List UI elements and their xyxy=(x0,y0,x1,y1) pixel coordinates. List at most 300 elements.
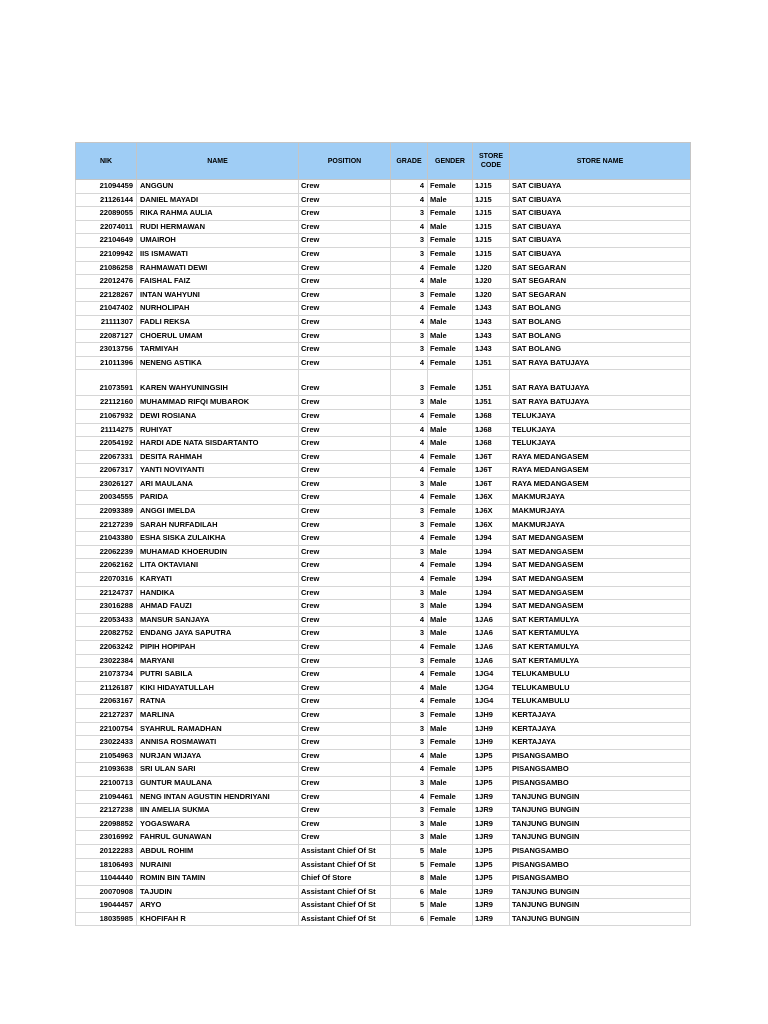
cell-position: Crew xyxy=(299,763,391,777)
cell-store-code: 1JH9 xyxy=(473,736,510,750)
table-row xyxy=(76,749,691,763)
cell-nik: 22087127 xyxy=(76,329,137,343)
cell-nik: 21094459 xyxy=(76,180,137,194)
cell-grade: 4 xyxy=(391,573,428,587)
cell-nik: 22054192 xyxy=(76,437,137,451)
cell-nik: 22053433 xyxy=(76,613,137,627)
cell-store-name: SAT CIBUAYA xyxy=(510,193,691,207)
cell-grade: 3 xyxy=(391,234,428,248)
cell-position: Crew xyxy=(299,545,391,559)
cell-nik: 21114275 xyxy=(76,423,137,437)
cell-grade: 4 xyxy=(391,315,428,329)
cell-name: ANNISA ROSMAWATI xyxy=(137,736,299,750)
employee-table xyxy=(75,142,691,926)
cell-store-name: TELUKAMBULU xyxy=(510,668,691,682)
cell-name: FADLI REKSA xyxy=(137,315,299,329)
cell-name: MUHAMMAD RIFQI MUBAROK xyxy=(137,396,299,410)
cell-store-code: 1J43 xyxy=(473,302,510,316)
cell-grade: 4 xyxy=(391,681,428,695)
cell-store-code: 1J94 xyxy=(473,586,510,600)
table-row xyxy=(76,423,691,437)
cell-nik: 23016288 xyxy=(76,600,137,614)
cell-position: Crew xyxy=(299,302,391,316)
cell-name: YOGASWARA xyxy=(137,817,299,831)
cell-gender: Female xyxy=(428,804,473,818)
cell-position: Crew xyxy=(299,749,391,763)
cell-gender: Male xyxy=(428,396,473,410)
cell-name: IIS ISMAWATI xyxy=(137,247,299,261)
cell-position: Crew xyxy=(299,518,391,532)
cell-position: Crew xyxy=(299,437,391,451)
table-row xyxy=(76,545,691,559)
cell-gender: Female xyxy=(428,464,473,478)
cell-name: CHOERUL UMAM xyxy=(137,329,299,343)
table-row xyxy=(76,193,691,207)
cell-grade: 8 xyxy=(391,872,428,886)
table-row xyxy=(76,872,691,886)
table-row xyxy=(76,234,691,248)
table-row xyxy=(76,180,691,194)
cell-nik: 22127238 xyxy=(76,804,137,818)
cell-store-name: PISANGSAMBO xyxy=(510,872,691,886)
cell-name: MARYANI xyxy=(137,654,299,668)
cell-name: ANGGI IMELDA xyxy=(137,505,299,519)
cell-grade: 5 xyxy=(391,858,428,872)
cell-gender: Female xyxy=(428,654,473,668)
cell-grade: 3 xyxy=(391,343,428,357)
cell-nik: 19044457 xyxy=(76,899,137,913)
cell-position: Crew xyxy=(299,668,391,682)
cell-store-name: TANJUNG BUNGIN xyxy=(510,804,691,818)
cell-store-code: 1JA6 xyxy=(473,627,510,641)
table-row xyxy=(76,722,691,736)
cell-name: PARIDA xyxy=(137,491,299,505)
cell-nik: 21094461 xyxy=(76,790,137,804)
cell-gender: Female xyxy=(428,532,473,546)
cell-grade: 3 xyxy=(391,329,428,343)
table-row xyxy=(76,899,691,913)
table-row xyxy=(76,641,691,655)
cell-grade: 4 xyxy=(391,220,428,234)
cell-grade: 3 xyxy=(391,545,428,559)
cell-gender: Male xyxy=(428,275,473,289)
header-grade: GRADE xyxy=(391,143,428,180)
cell-name: NURAINI xyxy=(137,858,299,872)
cell-store-name: TANJUNG BUNGIN xyxy=(510,790,691,804)
cell-grade: 5 xyxy=(391,899,428,913)
cell-store-name: SAT CIBUAYA xyxy=(510,220,691,234)
cell-grade: 3 xyxy=(391,586,428,600)
cell-grade: 4 xyxy=(391,491,428,505)
cell-grade: 3 xyxy=(391,831,428,845)
cell-nik: 23016992 xyxy=(76,831,137,845)
cell-nik: 21047402 xyxy=(76,302,137,316)
cell-grade: 4 xyxy=(391,668,428,682)
cell-grade: 4 xyxy=(391,356,428,370)
cell-gender: Male xyxy=(428,586,473,600)
table-header xyxy=(76,143,691,180)
cell-store-code: 1J15 xyxy=(473,193,510,207)
cell-store-code: 1J43 xyxy=(473,315,510,329)
table-row xyxy=(76,586,691,600)
cell-name: NURJAN WIJAYA xyxy=(137,749,299,763)
cell-position: Crew xyxy=(299,790,391,804)
cell-grade: 4 xyxy=(391,302,428,316)
cell-position: Crew xyxy=(299,736,391,750)
cell-store-name: RAYA MEDANGASEM xyxy=(510,450,691,464)
cell-store-code: 1J43 xyxy=(473,343,510,357)
cell-position: Crew xyxy=(299,695,391,709)
cell-store-name: TELUKAMBULU xyxy=(510,681,691,695)
cell-position: Crew xyxy=(299,356,391,370)
cell-gender: Female xyxy=(428,912,473,926)
table-row xyxy=(76,885,691,899)
cell-grade: 4 xyxy=(391,532,428,546)
cell-grade: 3 xyxy=(391,654,428,668)
cell-nik: 23026127 xyxy=(76,477,137,491)
cell-store-name: TANJUNG BUNGIN xyxy=(510,885,691,899)
cell-store-code: 1J20 xyxy=(473,261,510,275)
table-row xyxy=(76,736,691,750)
cell-gender: Female xyxy=(428,559,473,573)
cell-store-name: KERTAJAYA xyxy=(510,722,691,736)
cell-grade: 4 xyxy=(391,261,428,275)
cell-position: Assistant Chief Of St xyxy=(299,885,391,899)
cell-store-code: 1J15 xyxy=(473,247,510,261)
cell-name: LITA OKTAVIANI xyxy=(137,559,299,573)
cell-nik: 21126187 xyxy=(76,681,137,695)
cell-gender: Female xyxy=(428,505,473,519)
cell-store-name: SAT CIBUAYA xyxy=(510,247,691,261)
cell-name: HARDI ADE NATA SISDARTANTO xyxy=(137,437,299,451)
cell-name: DANIEL MAYADI xyxy=(137,193,299,207)
cell-name: KARYATI xyxy=(137,573,299,587)
cell-store-name: SAT SEGARAN xyxy=(510,288,691,302)
cell-grade: 3 xyxy=(391,505,428,519)
cell-nik: 22104649 xyxy=(76,234,137,248)
cell-nik: 22012476 xyxy=(76,275,137,289)
cell-position: Crew xyxy=(299,396,391,410)
table-row xyxy=(76,668,691,682)
cell-position: Crew xyxy=(299,261,391,275)
cell-nik: 22063242 xyxy=(76,641,137,655)
cell-name: HANDIKA xyxy=(137,586,299,600)
cell-gender: Female xyxy=(428,234,473,248)
cell-store-code: 1JA6 xyxy=(473,613,510,627)
cell-store-code: 1JG4 xyxy=(473,695,510,709)
cell-store-name: SAT CIBUAYA xyxy=(510,234,691,248)
cell-position: Crew xyxy=(299,831,391,845)
cell-grade: 4 xyxy=(391,641,428,655)
cell-grade: 3 xyxy=(391,600,428,614)
cell-store-name: SAT SEGARAN xyxy=(510,275,691,289)
cell-store-code: 1J6T xyxy=(473,450,510,464)
cell-position: Crew xyxy=(299,180,391,194)
cell-position: Crew xyxy=(299,343,391,357)
cell-store-name: TANJUNG BUNGIN xyxy=(510,817,691,831)
cell-grade: 4 xyxy=(391,180,428,194)
cell-store-code: 1J20 xyxy=(473,288,510,302)
cell-name: IIN AMELIA SUKMA xyxy=(137,804,299,818)
cell-position: Crew xyxy=(299,654,391,668)
employee-table-sheet xyxy=(75,142,690,926)
cell-nik: 21043380 xyxy=(76,532,137,546)
cell-nik: 22063167 xyxy=(76,695,137,709)
cell-position: Crew xyxy=(299,708,391,722)
cell-name: ENDANG JAYA SAPUTRA xyxy=(137,627,299,641)
cell-position: Crew xyxy=(299,370,391,396)
cell-position: Assistant Chief Of St xyxy=(299,912,391,926)
cell-store-name: SAT BOLANG xyxy=(510,302,691,316)
cell-store-code: 1JH9 xyxy=(473,708,510,722)
cell-gender: Male xyxy=(428,220,473,234)
cell-store-name: SAT MEDANGASEM xyxy=(510,586,691,600)
cell-store-name: SAT CIBUAYA xyxy=(510,207,691,221)
cell-gender: Female xyxy=(428,858,473,872)
cell-store-code: 1J6X xyxy=(473,505,510,519)
cell-store-name: SAT RAYA BATUJAYA xyxy=(510,396,691,410)
cell-gender: Male xyxy=(428,545,473,559)
cell-nik: 21093638 xyxy=(76,763,137,777)
cell-store-name: TANJUNG BUNGIN xyxy=(510,899,691,913)
cell-store-code: 1JP5 xyxy=(473,749,510,763)
cell-nik: 22109942 xyxy=(76,247,137,261)
cell-position: Crew xyxy=(299,207,391,221)
cell-position: Crew xyxy=(299,681,391,695)
cell-nik: 23022384 xyxy=(76,654,137,668)
cell-store-name: MAKMURJAYA xyxy=(510,505,691,519)
cell-nik: 20070908 xyxy=(76,885,137,899)
cell-grade: 3 xyxy=(391,722,428,736)
cell-nik: 22074011 xyxy=(76,220,137,234)
cell-grade: 3 xyxy=(391,247,428,261)
cell-grade: 4 xyxy=(391,695,428,709)
cell-grade: 4 xyxy=(391,763,428,777)
cell-name: PIPIH HOPIPAH xyxy=(137,641,299,655)
cell-position: Assistant Chief Of St xyxy=(299,899,391,913)
cell-store-code: 1JH9 xyxy=(473,722,510,736)
cell-store-code: 1JA6 xyxy=(473,654,510,668)
cell-gender: Female xyxy=(428,695,473,709)
cell-nik: 11044440 xyxy=(76,872,137,886)
cell-nik: 22098852 xyxy=(76,817,137,831)
cell-nik: 21073734 xyxy=(76,668,137,682)
cell-store-name: MAKMURJAYA xyxy=(510,518,691,532)
cell-grade: 3 xyxy=(391,736,428,750)
cell-store-name: SAT MEDANGASEM xyxy=(510,559,691,573)
cell-name: RATNA xyxy=(137,695,299,709)
cell-store-code: 1JP5 xyxy=(473,763,510,777)
table-row xyxy=(76,315,691,329)
cell-position: Crew xyxy=(299,275,391,289)
cell-nik: 22128267 xyxy=(76,288,137,302)
cell-store-name: PISANGSAMBO xyxy=(510,858,691,872)
cell-position: Crew xyxy=(299,288,391,302)
cell-position: Crew xyxy=(299,722,391,736)
cell-position: Crew xyxy=(299,329,391,343)
cell-gender: Female xyxy=(428,247,473,261)
table-row xyxy=(76,695,691,709)
cell-name: SYAHRUL RAMADHAN xyxy=(137,722,299,736)
cell-store-code: 1J51 xyxy=(473,370,510,396)
cell-name: PUTRI SABILA xyxy=(137,668,299,682)
cell-nik: 23022433 xyxy=(76,736,137,750)
cell-grade: 4 xyxy=(391,749,428,763)
table-row xyxy=(76,532,691,546)
cell-nik: 18106493 xyxy=(76,858,137,872)
table-row xyxy=(76,844,691,858)
cell-position: Crew xyxy=(299,627,391,641)
cell-position: Crew xyxy=(299,234,391,248)
cell-store-code: 1J43 xyxy=(473,329,510,343)
cell-store-name: MAKMURJAYA xyxy=(510,491,691,505)
cell-store-name: PISANGSAMBO xyxy=(510,776,691,790)
cell-grade: 3 xyxy=(391,518,428,532)
cell-grade: 6 xyxy=(391,912,428,926)
cell-nik: 21126144 xyxy=(76,193,137,207)
cell-gender: Male xyxy=(428,315,473,329)
cell-store-code: 1J68 xyxy=(473,423,510,437)
table-row xyxy=(76,491,691,505)
cell-store-code: 1JP5 xyxy=(473,858,510,872)
table-row xyxy=(76,220,691,234)
cell-position: Crew xyxy=(299,409,391,423)
table-row xyxy=(76,356,691,370)
cell-name: KHOFIFAH R xyxy=(137,912,299,926)
cell-nik: 22093389 xyxy=(76,505,137,519)
cell-gender: Female xyxy=(428,763,473,777)
cell-position: Crew xyxy=(299,573,391,587)
cell-grade: 3 xyxy=(391,477,428,491)
cell-gender: Male xyxy=(428,423,473,437)
cell-store-name: RAYA MEDANGASEM xyxy=(510,477,691,491)
cell-name: ESHA SISKA ZULAIKHA xyxy=(137,532,299,546)
cell-grade: 4 xyxy=(391,275,428,289)
cell-position: Assistant Chief Of St xyxy=(299,858,391,872)
header-row xyxy=(76,143,691,180)
table-row xyxy=(76,708,691,722)
cell-name: MUHAMAD KHOERUDIN xyxy=(137,545,299,559)
cell-store-code: 1J15 xyxy=(473,220,510,234)
table-row xyxy=(76,275,691,289)
cell-store-code: 1J15 xyxy=(473,180,510,194)
cell-nik: 18035985 xyxy=(76,912,137,926)
cell-store-name: KERTAJAYA xyxy=(510,736,691,750)
table-row xyxy=(76,776,691,790)
header-nik: NIK xyxy=(76,143,137,180)
cell-nik: 22100754 xyxy=(76,722,137,736)
cell-gender: Female xyxy=(428,450,473,464)
cell-position: Chief Of Store xyxy=(299,872,391,886)
cell-gender: Female xyxy=(428,573,473,587)
cell-store-name: SAT KERTAMULYA xyxy=(510,613,691,627)
table-row xyxy=(76,912,691,926)
cell-nik: 22062162 xyxy=(76,559,137,573)
table-row xyxy=(76,409,691,423)
cell-gender: Male xyxy=(428,817,473,831)
table-row xyxy=(76,437,691,451)
cell-store-name: SAT KERTAMULYA xyxy=(510,654,691,668)
cell-position: Crew xyxy=(299,817,391,831)
cell-store-name: SAT CIBUAYA xyxy=(510,180,691,194)
cell-name: UMAIROH xyxy=(137,234,299,248)
table-row xyxy=(76,396,691,410)
cell-gender: Male xyxy=(428,627,473,641)
cell-position: Crew xyxy=(299,423,391,437)
cell-gender: Male xyxy=(428,681,473,695)
cell-store-name: PISANGSAMBO xyxy=(510,763,691,777)
cell-nik: 21067932 xyxy=(76,409,137,423)
cell-gender: Male xyxy=(428,613,473,627)
table-row xyxy=(76,831,691,845)
cell-store-name: SAT KERTAMULYA xyxy=(510,641,691,655)
cell-grade: 4 xyxy=(391,450,428,464)
cell-nik: 23013756 xyxy=(76,343,137,357)
cell-gender: Female xyxy=(428,180,473,194)
cell-grade: 3 xyxy=(391,288,428,302)
cell-nik: 21054963 xyxy=(76,749,137,763)
cell-store-name: KERTAJAYA xyxy=(510,708,691,722)
cell-gender: Male xyxy=(428,872,473,886)
cell-position: Crew xyxy=(299,613,391,627)
table-row xyxy=(76,518,691,532)
cell-gender: Male xyxy=(428,776,473,790)
cell-store-name: PISANGSAMBO xyxy=(510,844,691,858)
cell-store-code: 1J6X xyxy=(473,518,510,532)
cell-store-code: 1J6T xyxy=(473,464,510,478)
table-row xyxy=(76,654,691,668)
cell-store-name: TELUKJAYA xyxy=(510,409,691,423)
cell-position: Crew xyxy=(299,491,391,505)
cell-gender: Male xyxy=(428,722,473,736)
table-row xyxy=(76,858,691,872)
cell-store-name: PISANGSAMBO xyxy=(510,749,691,763)
cell-store-code: 1J94 xyxy=(473,573,510,587)
cell-gender: Male xyxy=(428,899,473,913)
cell-store-code: 1JR9 xyxy=(473,831,510,845)
cell-grade: 3 xyxy=(391,708,428,722)
cell-nik: 22100713 xyxy=(76,776,137,790)
cell-store-code: 1JR9 xyxy=(473,790,510,804)
table-body xyxy=(76,180,691,926)
cell-position: Crew xyxy=(299,193,391,207)
cell-store-code: 1J94 xyxy=(473,545,510,559)
cell-gender: Female xyxy=(428,708,473,722)
cell-store-code: 1J15 xyxy=(473,234,510,248)
cell-gender: Female xyxy=(428,409,473,423)
table-row xyxy=(76,763,691,777)
cell-grade: 3 xyxy=(391,776,428,790)
table-row xyxy=(76,370,691,396)
table-row xyxy=(76,790,691,804)
table-row xyxy=(76,505,691,519)
cell-name: GUNTUR MAULANA xyxy=(137,776,299,790)
table-row xyxy=(76,600,691,614)
cell-gender: Male xyxy=(428,844,473,858)
table-row xyxy=(76,804,691,818)
cell-grade: 3 xyxy=(391,804,428,818)
cell-store-name: SAT MEDANGASEM xyxy=(510,532,691,546)
cell-gender: Male xyxy=(428,477,473,491)
cell-gender: Female xyxy=(428,288,473,302)
cell-gender: Female xyxy=(428,207,473,221)
cell-store-code: 1J20 xyxy=(473,275,510,289)
cell-grade: 4 xyxy=(391,464,428,478)
cell-grade: 4 xyxy=(391,423,428,437)
cell-nik: 21011396 xyxy=(76,356,137,370)
table-row xyxy=(76,817,691,831)
cell-grade: 4 xyxy=(391,559,428,573)
